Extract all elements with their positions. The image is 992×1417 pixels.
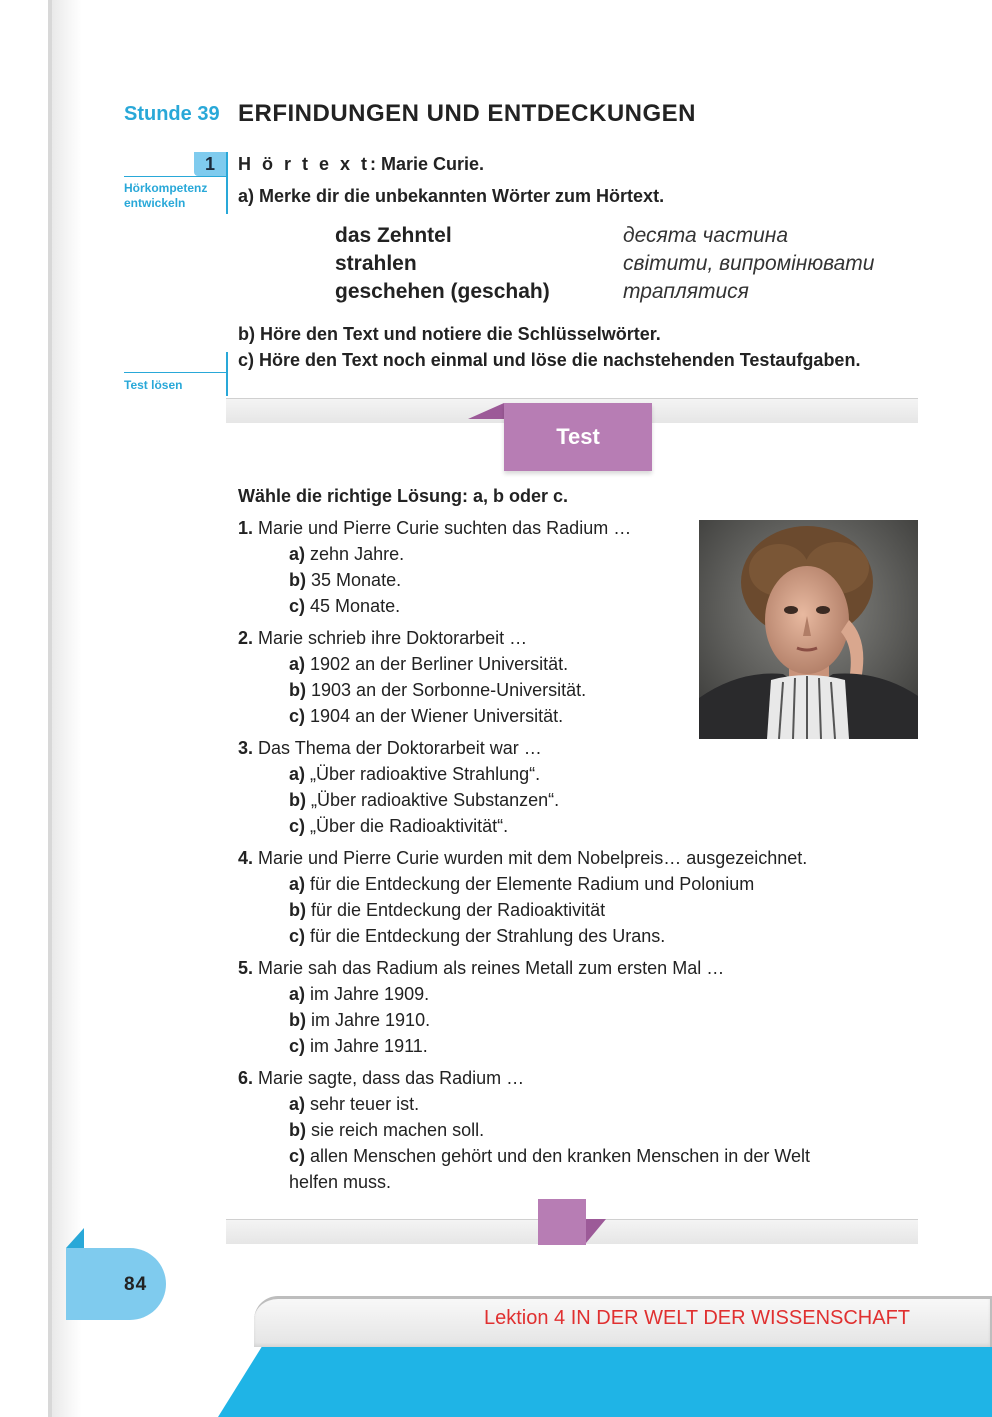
page-number: 84 bbox=[124, 1274, 148, 1295]
side-label-competence bbox=[124, 181, 207, 211]
task-heading-rest: : Marie Curie. bbox=[370, 154, 485, 174]
option-key: c) bbox=[289, 596, 306, 616]
option-key: a) bbox=[289, 544, 306, 564]
vocab-ukrainian: світити, випромінювати bbox=[623, 252, 875, 275]
question-number: 6. bbox=[238, 1068, 254, 1088]
task-number: 1 bbox=[194, 152, 226, 176]
option-key: b) bbox=[289, 680, 306, 700]
answer-option bbox=[289, 570, 401, 591]
test-end-tab bbox=[538, 1199, 586, 1245]
test-divider bbox=[124, 372, 226, 373]
lesson-title: ERFINDUNGEN UND ENTDECKUNGEN bbox=[238, 100, 697, 127]
question-number: 5. bbox=[238, 958, 254, 978]
question-text: Marie schrieb ihre Doktorarbeit … bbox=[258, 628, 528, 648]
option-key: a) bbox=[289, 654, 306, 674]
question bbox=[238, 958, 724, 979]
question bbox=[238, 738, 542, 759]
option-text: „Über radioaktive Strahlung“. bbox=[310, 764, 541, 784]
question bbox=[238, 628, 527, 649]
option-key: a) bbox=[289, 1094, 306, 1114]
lesson-number: Stunde 39 bbox=[124, 103, 220, 125]
question-number: 1. bbox=[238, 518, 254, 538]
answer-option bbox=[289, 926, 665, 947]
option-key: c) bbox=[289, 1146, 306, 1166]
option-text: im Jahre 1911. bbox=[310, 1036, 428, 1056]
option-key: b) bbox=[289, 1120, 306, 1140]
option-key: b) bbox=[289, 1010, 306, 1030]
option-key: c) bbox=[289, 1036, 306, 1056]
option-text: 45 Monate. bbox=[310, 596, 401, 616]
option-key: c) bbox=[289, 816, 306, 836]
answer-option bbox=[289, 874, 754, 895]
vocab-ukrainian: траплятися bbox=[623, 280, 749, 303]
answer-option bbox=[289, 900, 605, 921]
answer-option bbox=[289, 654, 568, 675]
answer-option bbox=[289, 1036, 428, 1057]
option-text: für die Entdeckung der Elemente Radium und Polonium bbox=[310, 874, 755, 894]
test-tab-fold bbox=[468, 403, 504, 419]
task-heading bbox=[238, 154, 484, 175]
vocab-german: das Zehntel bbox=[335, 224, 452, 247]
vocab-german: geschehen (geschah) bbox=[335, 280, 550, 303]
footer-blue-band bbox=[218, 1340, 992, 1417]
question-number: 4. bbox=[238, 848, 254, 868]
question-text: Marie und Pierre Curie wurden mit dem Nobelpreis… ausgezeichnet. bbox=[258, 848, 808, 868]
option-text: im Jahre 1910. bbox=[311, 1010, 431, 1030]
option-text: „Über die Radioaktivität“. bbox=[310, 816, 509, 836]
answer-option bbox=[289, 596, 400, 617]
option-text: 1903 an der Sorbonne-Universität. bbox=[311, 680, 587, 700]
task-heading-spaced: H ö r t e x t bbox=[238, 154, 371, 174]
footer-lesson-label: Lektion 4 IN DER WELT DER WISSENSCHAFT bbox=[484, 1307, 911, 1329]
option-key: a) bbox=[289, 984, 306, 1004]
question-number: 3. bbox=[238, 738, 254, 758]
option-key: b) bbox=[289, 790, 306, 810]
option-key: a) bbox=[289, 764, 306, 784]
question-number: 2. bbox=[238, 628, 254, 648]
option-text: 1902 an der Berliner Universität. bbox=[310, 654, 569, 674]
question-text: Marie sah das Radium als reines Metall zum ersten Mal … bbox=[258, 958, 725, 978]
vocab-ukrainian: десята частина bbox=[623, 224, 788, 247]
answer-option bbox=[289, 544, 404, 565]
option-key: c) bbox=[289, 926, 306, 946]
option-text: für die Entdeckung der Strahlung des Urans. bbox=[310, 926, 666, 946]
question-text: Das Thema der Doktorarbeit war … bbox=[258, 738, 542, 758]
option-text: 1904 an der Wiener Universität. bbox=[310, 706, 564, 726]
answer-option bbox=[289, 816, 508, 837]
vocab-german: strahlen bbox=[335, 252, 417, 275]
answer-option bbox=[289, 1094, 419, 1115]
marie-curie-portrait bbox=[699, 520, 918, 739]
option-text: zehn Jahre. bbox=[310, 544, 405, 564]
answer-option bbox=[289, 706, 563, 727]
side-label-line: entwickeln bbox=[124, 196, 186, 210]
answer-option bbox=[289, 1010, 430, 1031]
side-label-test: Test lösen bbox=[124, 378, 183, 392]
page-spine bbox=[48, 0, 82, 1417]
question-text: Marie sagte, dass das Radium … bbox=[258, 1068, 525, 1088]
side-label-line: Hörkompetenz bbox=[124, 181, 208, 195]
instruction-c: c) Höre den Text noch einmal und löse die nachstehenden Testaufgaben. bbox=[238, 350, 861, 370]
task-divider bbox=[124, 176, 226, 177]
option-text: 35 Monate. bbox=[311, 570, 402, 590]
answer-option bbox=[289, 790, 559, 811]
instruction-a: a) Merke dir die unbekannten Wörter zum Hörtext. bbox=[238, 186, 665, 206]
question-text: Marie und Pierre Curie suchten das Radium … bbox=[258, 518, 632, 538]
page-tab-fold bbox=[66, 1228, 84, 1248]
option-text: sie reich machen soll. bbox=[311, 1120, 485, 1140]
option-text: „Über radioaktive Substanzen“. bbox=[311, 790, 560, 810]
answer-option bbox=[289, 984, 429, 1005]
question bbox=[238, 1068, 524, 1089]
option-key: b) bbox=[289, 900, 306, 920]
answer-option bbox=[289, 1146, 810, 1167]
option-key: c) bbox=[289, 706, 306, 726]
answer-option bbox=[289, 680, 586, 701]
option-key: b) bbox=[289, 570, 306, 590]
option-key: a) bbox=[289, 874, 306, 894]
test-instruction: Wähle die richtige Lösung: a, b oder c. bbox=[238, 486, 569, 506]
test-tab: Test bbox=[504, 403, 652, 471]
test-end-fold bbox=[586, 1219, 606, 1243]
answer-option-continued: helfen muss. bbox=[289, 1172, 392, 1192]
question bbox=[238, 848, 807, 869]
question bbox=[238, 518, 631, 539]
answer-option bbox=[289, 1120, 484, 1141]
option-text: allen Menschen gehört und den kranken Menschen in der Welt bbox=[310, 1146, 811, 1166]
option-text: im Jahre 1909. bbox=[310, 984, 430, 1004]
option-text: für die Entdeckung der Radioaktivität bbox=[311, 900, 606, 920]
page-spine-edge bbox=[48, 0, 52, 1417]
page-number-tab bbox=[66, 1248, 166, 1320]
option-text: sehr teuer ist. bbox=[310, 1094, 420, 1114]
instruction-b: b) Höre den Text und notiere die Schlüsselwörter. bbox=[238, 324, 661, 344]
answer-option bbox=[289, 764, 540, 785]
